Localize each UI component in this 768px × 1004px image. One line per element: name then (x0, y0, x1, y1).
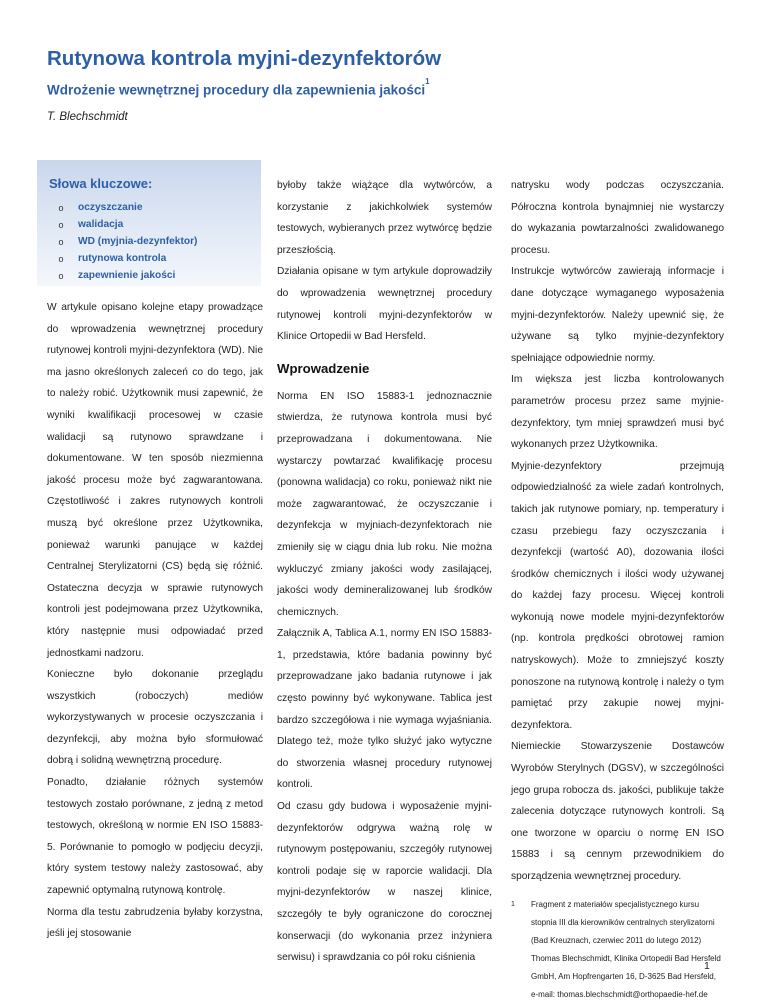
author: T. Blechschmidt (47, 111, 128, 123)
keyword-item (47, 233, 261, 250)
body-paragraph: Instrukcje wytwórców zawierają informacje i dane dotyczące wymaganego wyposażenia myjni-dezynfektorów. Należy upewnić się, że używane są tylko myjnie-dezynfektory spełniające odpowiednie normy. (511, 266, 724, 364)
keyword-label: rutynowa kontrola (78, 253, 167, 264)
article-subtitle (47, 77, 430, 98)
keyword-label: walidacja (78, 219, 124, 230)
bullet-circle-icon: o (58, 253, 64, 264)
footnote-number: 1 (511, 900, 515, 908)
body-paragraph: Działania opisane w tym artykule doprowadziły do wprowadzenia wewnętrznej procedury rutynowej kontroli myjni-dezynfektorów w Klinice Ortopedii w Bad Hersfeld. (277, 266, 492, 343)
body-paragraph: Niemieckie Stowarzyszenie Dostawców Wyrobów Sterylnych (DGSV), w szczególności jego grupa robocza ds. jakości, publikuje także zalecenia dotyczące rutynowych kontroli. Są one tworzone w oparciu o normę EN ISO 15883 i są cennym przewodnikiem do sporządzenia wewnętrznej procedury. (511, 741, 724, 882)
keywords-box (37, 160, 261, 286)
footnote-ref: 1 (425, 77, 430, 86)
keywords-title: Słowa kluczowe: (49, 176, 153, 191)
section-heading: Wprowadzenie (277, 360, 370, 376)
body-paragraph: Im większa jest liczba kontrolowanych parametrów procesu przez same myjnie-dezynfektory, tym mniej sprawdzeń musi być wykonanych przez Użytkownika. (511, 374, 724, 451)
body-paragraph: Ponadto, działanie różnych systemów testowych zostało porównane, z jedną z metod testowych, określoną w normie EN ISO 15883-5. Porównanie to pomogło w podjęciu decyzji, który system testowy należy zastosować, aby zapewnić optymalną rutynową kontrolę. (47, 777, 263, 897)
body-paragraph: Myjnie-dezynfektory przejmują odpowiedzialność za wiele zadań kontrolnych, takich jak rutynowe pomiary, np. temperatury i czasu przebiegu fazy oczyszczania i dezynfekcji (wartość A0), dozowania ilości środków chemicznych i ilości wody używanej do każdej fazy procesu. Więcej kontroli wykonują nowe modele myjni-dezynfektorów (np. kontrola prędkości obrotowej ramion natryskowych). Może to zmniejszyć koszty ponoszone na rutynową kontrolę i należy o tym pamiętać przy zakupie nowej myjni-dezynfektora. (511, 460, 724, 731)
keywords-list (47, 199, 261, 284)
bullet-circle-icon: o (58, 270, 64, 281)
body-paragraph: Norma EN ISO 15883-1 jednoznacznie stwierdza, że rutynowa kontrola musi być przeprowadzana i dokumentowana. Nie wystarczy powtarzać kwalifikację procesu (ponowna walidacja) co roku, ponieważ nikt nie może zagwarantować, że oczyszczanie i dezynfekcja w myjniach-dezynfektorach nie zmieniły się w ciągu dnia lub roku. Nie można wykluczyć zmiany jakości wody zasilającej, jakości wody demineralizowanej lub środków chemicznych. (277, 390, 492, 618)
page-number: 1 (704, 960, 710, 972)
bullet-circle-icon: o (58, 202, 64, 213)
body-paragraph: natrysku wody podczas oczyszczania. Półroczna kontrola bynajmniej nie wystarczy do wykazania powtarzalności zwalidowanego procesu. (511, 180, 724, 256)
keyword-item (47, 199, 261, 216)
keyword-item (47, 216, 261, 233)
body-paragraph: byłoby także wiążące dla wytwórców, a korzystanie z jakichkolwiek systemów testowych, wybieranych przez wytwórcę będzie przeszłością. (277, 180, 492, 256)
keyword-label: oczyszczanie (78, 202, 143, 213)
bullet-circle-icon: o (58, 219, 64, 230)
article-title: Rutynowa kontrola myjni-dezynfektorów (47, 47, 442, 70)
footnote-text: Fragment z materiałów specjalistycznego kursu stopnia III dla kierowników centralnych sterylizatorni (Bad Kreuznach, czerwiec 2011 do lutego 2012) Thomas Blechschmidt, Klinika Ortopedii Bad Hersfeld GmbH, Am Hopfrengarten 16, D-3625 Bad Hersfeld, e-mail: thomas.blechschmidt@orthopaedie-hef.de (531, 899, 721, 999)
body-paragraph: Konieczne było dokonanie przeglądu wszystkich (roboczych) mediów wykorzystywanych w procesie oczyszczania i dezynfekcji, aby można było sformułować dobrą i solidną wewnętrzną procedurę. (47, 669, 263, 767)
keyword-label: zapewnienie jakości (78, 270, 176, 281)
subtitle-text: Wdrożenie wewnętrznej procedury dla zapewnienia jakości (47, 82, 426, 98)
keyword-item (47, 267, 261, 284)
body-paragraph: Norma dla testu zabrudzenia byłaby korzystna, jeśli jej stosowanie (47, 906, 263, 940)
column-3 (511, 175, 724, 1004)
body-paragraph: Od czasu gdy budowa i wyposażenie myjni-dezynfektorów odgrywa ważną rolę w rutynowym postępowaniu, szczegóły rutynowej kontroli podaje się w raporcie walidacji. Dla myjni-dezynfektorów w naszej klinice, szczegóły te były ograniczone do corocznej konserwacji (do wykonania przez inżyniera serwisu) i sprawdzania co pół roku ciśnienia (277, 801, 492, 964)
keyword-label: WD (myjnia-dezynfektor) (78, 236, 198, 247)
abstract-paragraph: W artykule opisano kolejne etapy prowadzące do wprowadzenia wewnętrznej procedury rutynowej kontroli myjni-dezynfektora (WD). Nie ma jasno określonych zaleceń co do tego, jak to należy robić. Użytkownik musi zapewnić, że wyniki kwalifikacji procesowej w czasie walidacji są rutynowo sprawdzane i dokumentowane. W ten sposób niezmienna jakość procesu może być zagwarantowana. Częstotliwość i zakres rutynowych kontroli muszą być określone przez Użytkownika, ponieważ warunki panujące w każdej Centralnej Sterylizatorni (CS) będą się różnić. Ostateczna decyzja w sprawie rutynowych kontroli jest podejmowana przez Użytkownika, który następnie musi odpowiadać przed jednostkami nadzoru. (47, 302, 263, 659)
body-paragraph: Załącznik A, Tablica A.1, normy EN ISO 15883-1, przedstawia, które badania powinny być przeprowadzane jako badania rutynowe i jak często powinny być wykonywane. Tablica jest bardzo szczegółowa i nie wymaga wyjaśniania. Dlatego też, może tylko służyć jako wytyczne do stworzenia własnej procedury rutynowej kontroli. (277, 628, 492, 791)
footnote (511, 896, 724, 1004)
column-1 (47, 297, 263, 945)
bullet-circle-icon: o (58, 236, 64, 247)
column-2 (277, 175, 492, 969)
keyword-item (47, 250, 261, 267)
